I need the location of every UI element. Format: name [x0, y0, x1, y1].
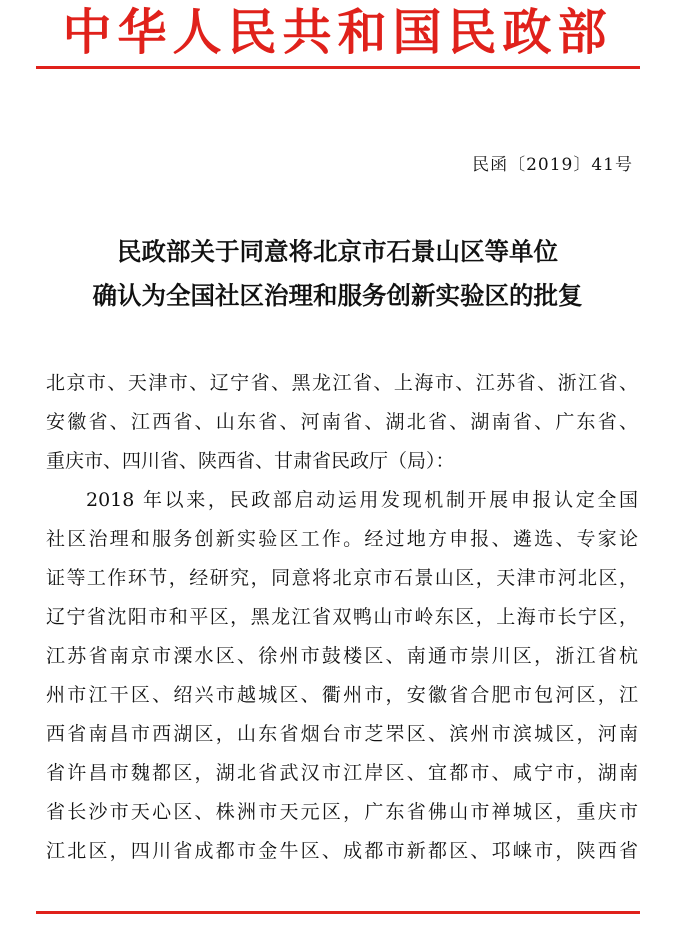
document-title-line-1: 民政部关于同意将北京市石景山区等单位 — [117, 237, 558, 266]
document-title-line-2: 确认为全国社区治理和服务创新实验区的批复 — [92, 281, 583, 310]
body-line: 江北区，四川省成都市金牛区、成都市新都区、邛崃市，陕西省 — [46, 840, 638, 862]
body-line: 辽宁省沈阳市和平区，黑龙江省双鸭山市岭东区，上海市长宁区， — [46, 606, 638, 628]
document-number: 民函〔2019〕41号 — [472, 155, 633, 175]
addressee-line: 北京市、天津市、辽宁省、黑龙江省、上海市、江苏省、浙江省、 — [46, 372, 638, 394]
body-line: 江苏省南京市溧水区、徐州市鼓楼区、南通市崇川区，浙江省杭 — [46, 645, 638, 667]
body-line: 社区治理和服务创新实验区工作。经过地方申报、遴选、专家论 — [46, 528, 638, 550]
body-line: 西省南昌市西湖区，山东省烟台市芝罘区、滨州市滨城区，河南 — [46, 723, 638, 745]
body-line: 2018 年以来，民政部启动运用发现机制开展申报认定全国 — [86, 489, 638, 511]
footer-red-rule — [36, 911, 640, 914]
addressee-line: 安徽省、江西省、山东省、河南省、湖北省、湖南省、广东省、 — [46, 411, 638, 433]
masthead-agency-name: 中华人民共和国民政部 — [62, 4, 613, 61]
addressee-line: 重庆市、四川省、陕西省、甘肃省民政厅（局）： — [46, 450, 455, 472]
masthead-red-rule — [36, 66, 640, 69]
body-line: 省许昌市魏都区，湖北省武汉市江岸区、宜都市、咸宁市，湖南 — [46, 762, 638, 784]
body-line: 州市江干区、绍兴市越城区、衢州市，安徽省合肥市包河区，江 — [46, 684, 638, 706]
body-line: 证等工作环节，经研究，同意将北京市石景山区，天津市河北区， — [46, 567, 638, 589]
body-line: 省长沙市天心区、株洲市天元区，广东省佛山市禅城区，重庆市 — [46, 801, 638, 823]
